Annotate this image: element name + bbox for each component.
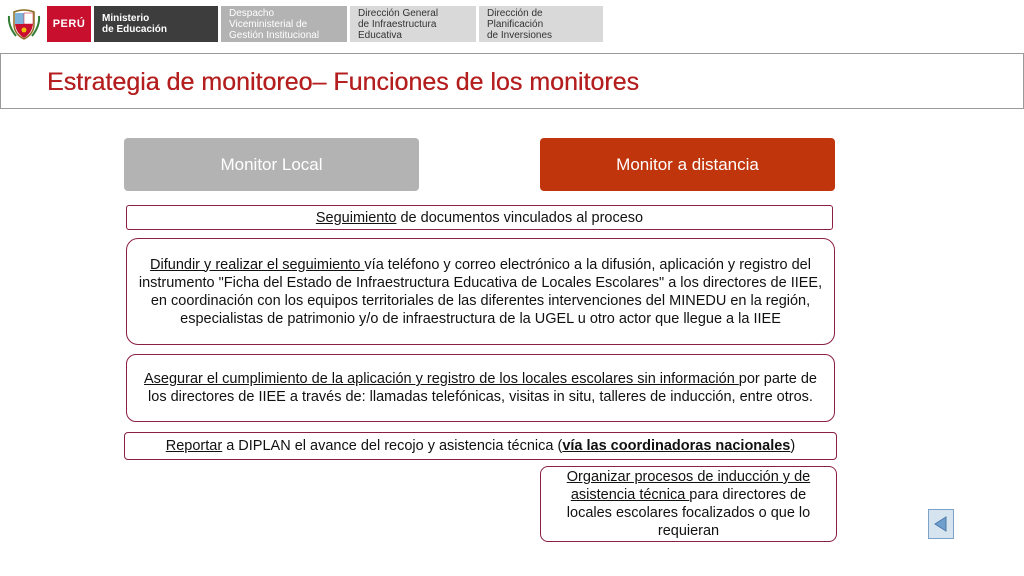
function-box-difundir — [126, 238, 835, 345]
box-text: para directores de locales escolares focalizados o que lo requieran — [566, 487, 811, 539]
box-text: de documentos vinculados al proceso — [396, 209, 644, 226]
box-text: por parte de los directores de IIEE a través de: llamadas telefónicas, visitas in situ, talleres de inducción, entre otros. — [148, 371, 817, 405]
column-header-remote: Monitor a distancia — [540, 138, 835, 191]
function-box-asegurar — [126, 354, 835, 422]
box-keyword: Seguimiento — [315, 209, 397, 226]
box-keyword: Difundir y realizar el seguimiento — [150, 256, 365, 273]
header-logos — [6, 6, 603, 44]
box-keyword: Asegurar el cumplimiento de la aplicación y registro de los locales escolares sin información — [144, 371, 739, 387]
back-arrow-icon — [932, 515, 950, 533]
box-keyword: Reportar — [165, 438, 223, 454]
box-keyword: Organizar procesos de inducción y de asistencia técnica — [566, 469, 811, 503]
coat-of-arms-icon — [6, 6, 42, 42]
title-bar — [0, 53, 1024, 109]
function-box-seguimiento — [126, 205, 833, 230]
logo-ministerio: Ministerio de Educación — [94, 6, 218, 42]
function-box-organizar — [540, 466, 837, 542]
box-text-end: ) — [790, 438, 796, 454]
box-text: a DIPLAN el avance del recojo y asistencia técnica ( — [222, 438, 563, 454]
logo-despacho: Despacho Viceministerial de Gestión Institucional — [221, 6, 347, 42]
logo-direccion-general: Dirección General de Infraestructura Educativa — [350, 6, 476, 42]
box-text: vía teléfono y correo electrónico a la difusión, aplicación y registro del instrumento "Ficha del Estado de Infraestructura Educativa de Locales Escolares" a los directores de IIEE, en coordinación con los equipos territoriales de las diferentes intervenciones del MINEDU en la región, especialistas de patrimonio y/o de infraestructura de la UGEL u otro actor que llegue a la IIEE — [138, 256, 823, 327]
back-button[interactable] — [928, 509, 954, 539]
peru-label: PERÚ — [47, 6, 91, 42]
column-header-local: Monitor Local — [124, 138, 419, 191]
page-title: Estrategia de monitoreo– Funciones de los monitores — [47, 68, 639, 96]
function-box-reportar — [124, 432, 837, 460]
logo-direccion-planificacion: Dirección de Planificación de Inversiones — [479, 6, 603, 42]
box-emphasis: vía las coordinadoras nacionales — [562, 438, 791, 454]
